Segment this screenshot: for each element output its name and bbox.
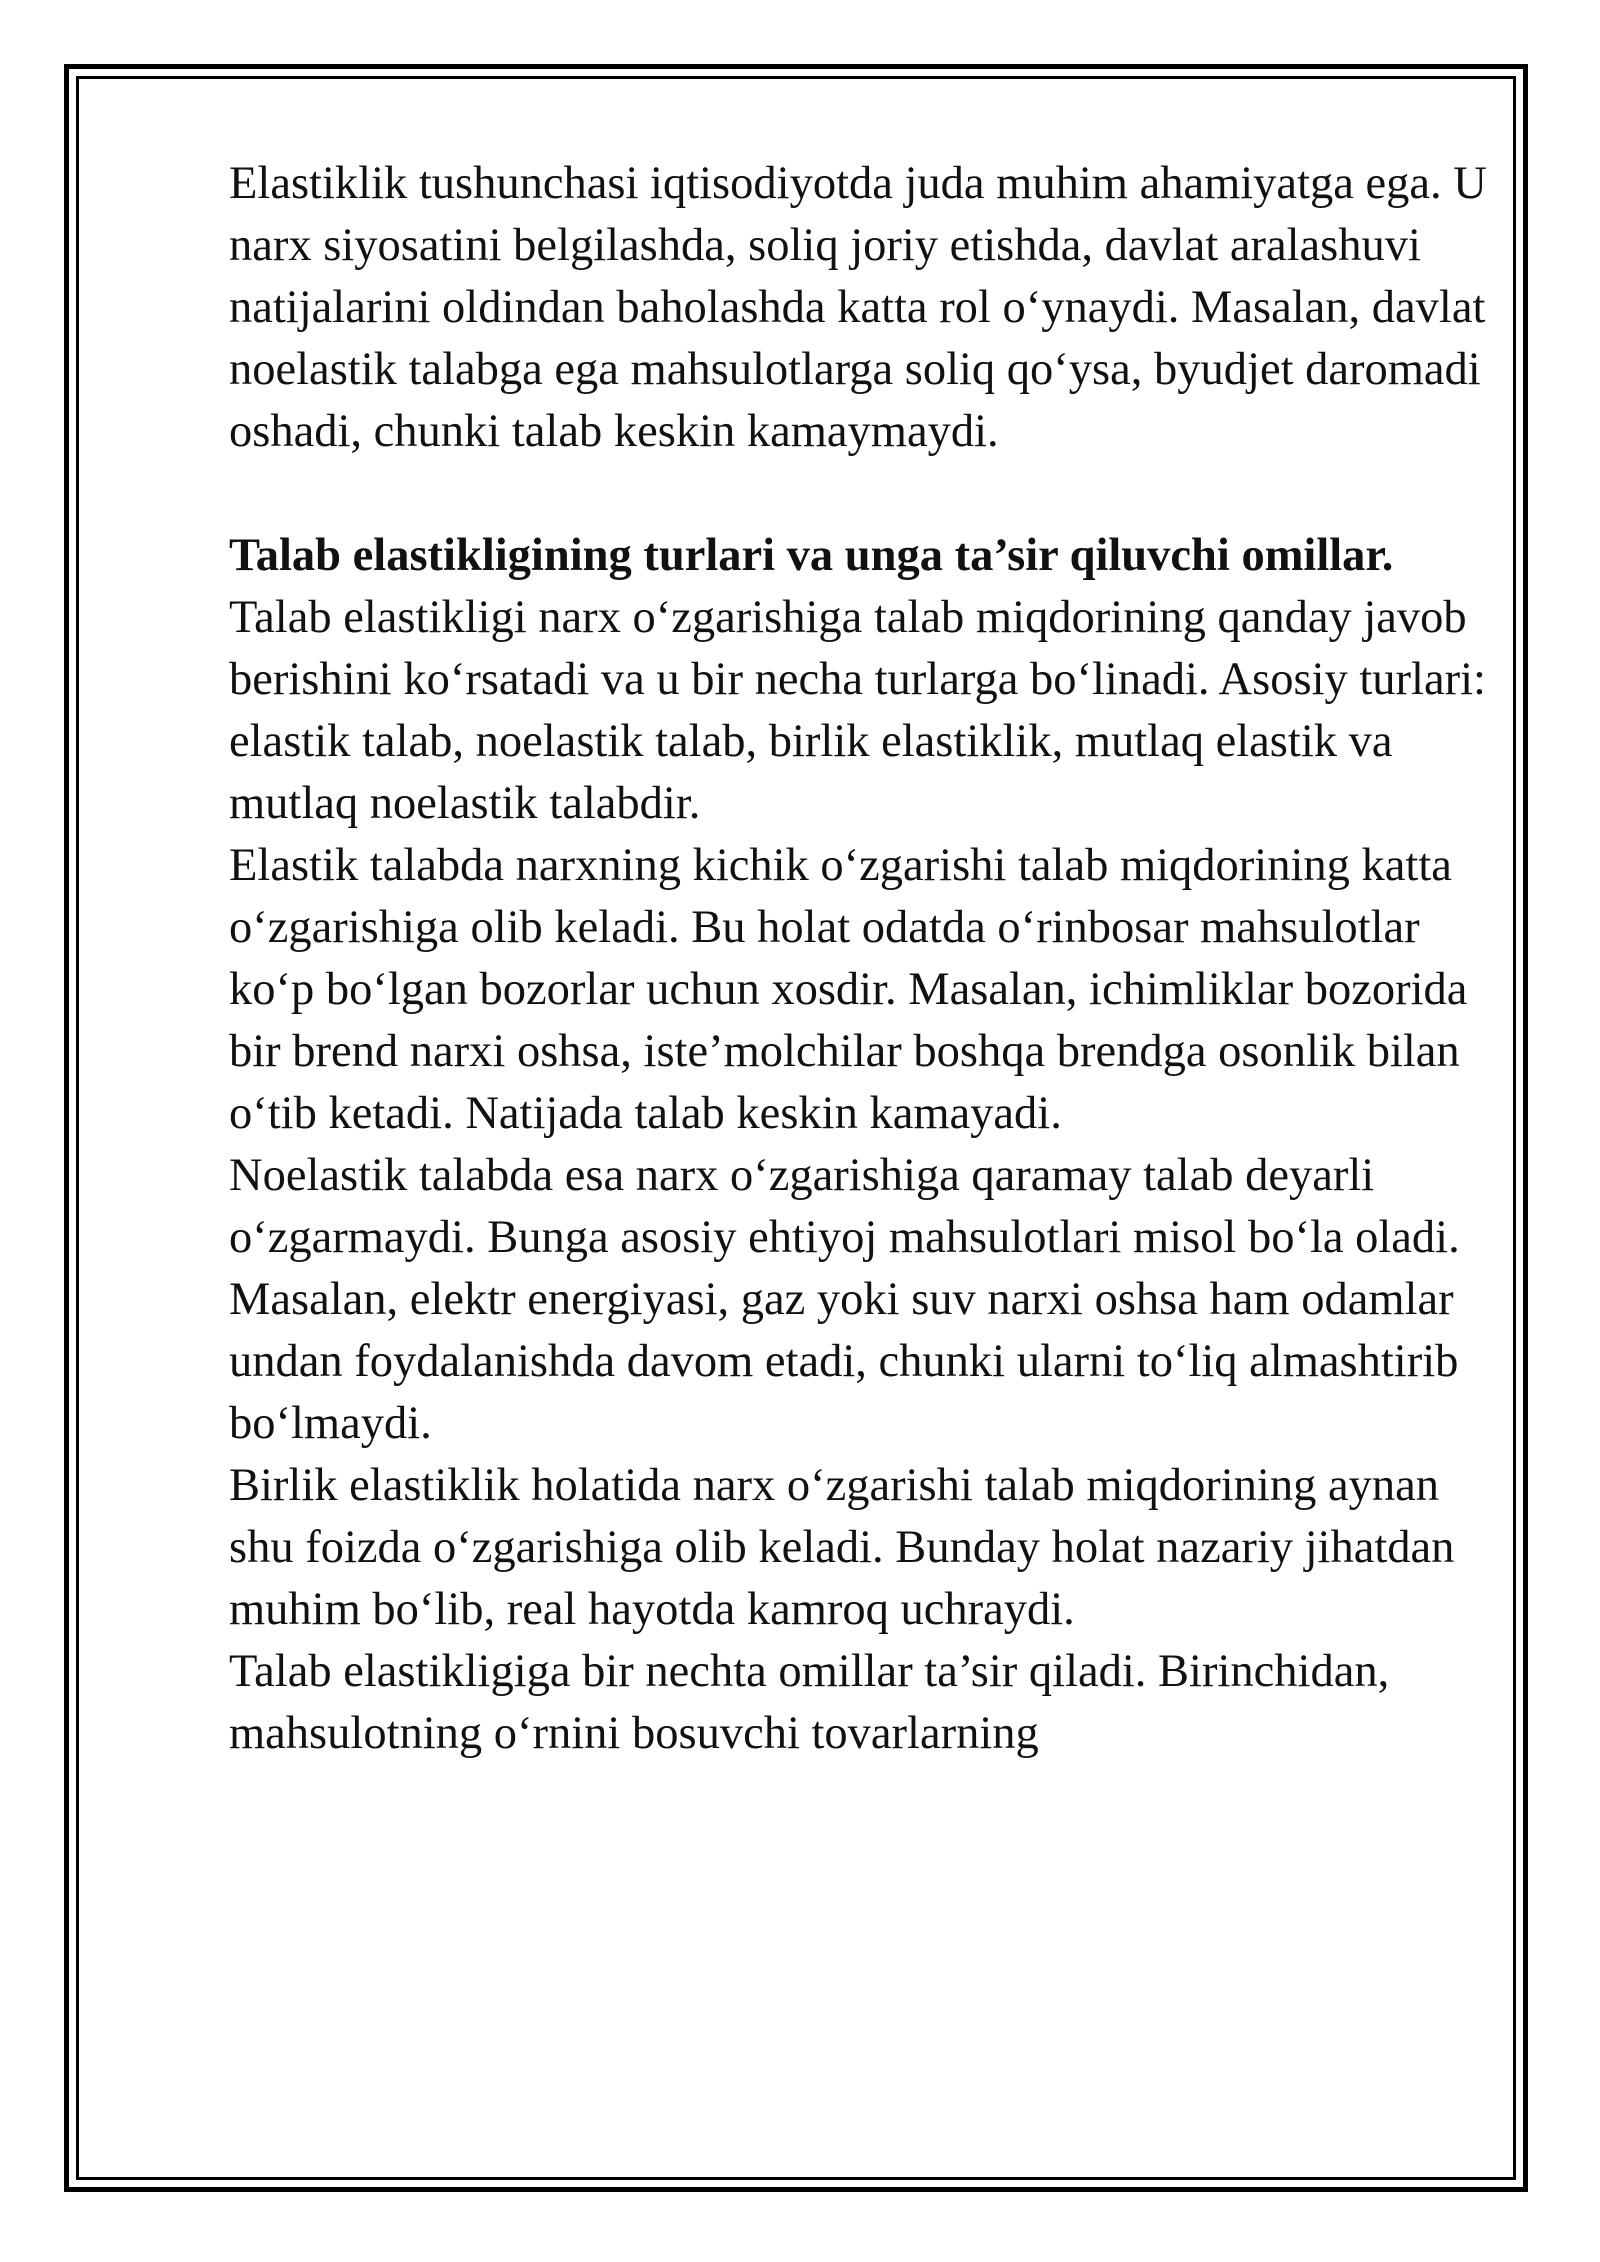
body-paragraph: Noelastik talabda esa narx o‘zgarishiga qaramay talab deyarli o‘zgarmaydi. Bunga asosiy ehtiyoj mahsulotlari misol bo‘la oladi. Masalan, elektr energiyasi, gaz yoki suv narxi oshsa ham odamlar undan foydalanishda davom etadi, chunki ularni to‘liq almashtirib bo‘lmaydi.: [229, 1150, 1460, 1449]
section-heading: Talab elastikligining turlari va unga ta’sir qiluvchi omillar.: [229, 530, 1394, 581]
body-paragraph: Talab elastikligi narx o‘zgarishiga talab miqdorining qanday javob berishini ko‘rsatadi va u bir necha turlarga bo‘linadi. Asosiy turlari: elastik talab, noelastik talab, birlik elastiklik, mutlaq elastik va mutlaq noelastik talabdir.: [229, 592, 1486, 829]
document-body: [229, 153, 1509, 1765]
body-paragraph: Talab elastikligiga bir nechta omillar ta’sir qiladi. Birinchidan, mahsulotning o‘rnini bosuvchi tovarlarning: [229, 1646, 1390, 1759]
body-paragraph: Elastik talabda narxning kichik o‘zgarishi talab miqdorining katta o‘zgarishiga olib keladi. Bu holat odatda o‘rinbosar mahsulotlar ko‘p bo‘lgan bozorlar uchun xosdir. Masalan, ichimliklar bozorida bir brend narxi oshsa, iste’molchilar boshqa brendga osonlik bilan o‘tib ketadi. Natijada talab keskin kamayadi.: [229, 840, 1468, 1139]
intro-paragraph: Elastiklik tushunchasi iqtisodiyotda juda muhim ahamiyatga ega. U narx siyosatini belgilashda, soliq joriy etishda, davlat aralashuvi natijalarini oldindan baholashda katta rol o‘ynaydi. Masalan, davlat noelastik talabga ega mahsulotlarga soliq qo‘ysa, byudjet daromadi oshadi, chunki talab keskin kamaymaydi.: [229, 158, 1487, 457]
paragraph-spacer: [229, 463, 1509, 525]
body-paragraph: Birlik elastiklik holatida narx o‘zgarishi talab miqdorining aynan shu foizda o‘zgarishiga olib keladi. Bunday holat nazariy jihatdan muhim bo‘lib, real hayotda kamroq uchraydi.: [229, 1460, 1455, 1635]
